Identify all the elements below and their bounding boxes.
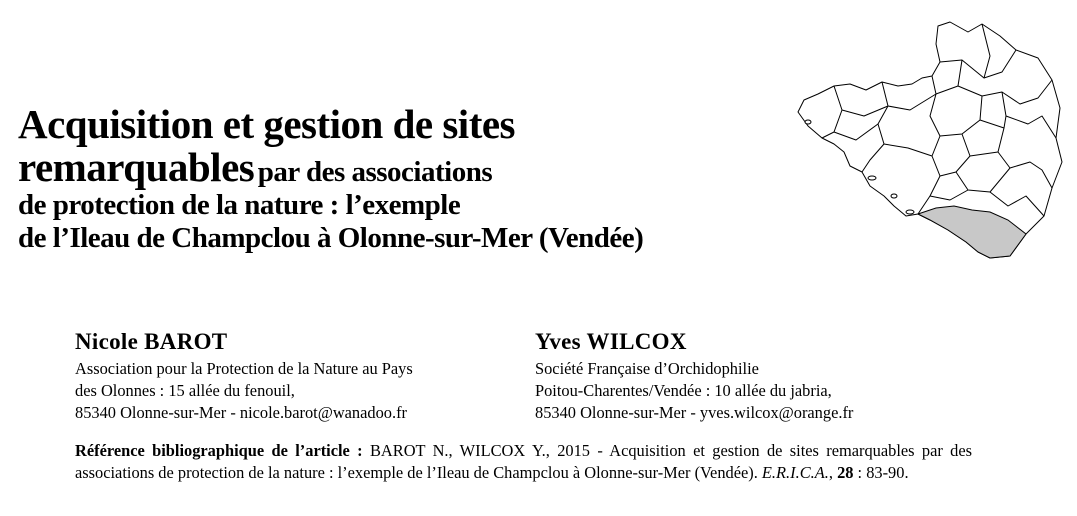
journal-pages: : 83-90.: [853, 463, 909, 482]
bibliographic-reference: [75, 440, 972, 484]
author-block-1: [75, 328, 495, 424]
title-line-4: de l’Ileau de Champclou à Olonne-sur-Mer (Vendée): [18, 222, 644, 254]
title-line-3: de protection de la nature : l’exemple: [18, 189, 461, 221]
title-line-2-rest: par des associations: [257, 156, 493, 188]
author-affiliation: Poitou-Charentes/Vendée : 10 allée du jabria,: [535, 381, 832, 400]
reference-label: Référence bibliographique de l’article :: [75, 441, 363, 460]
author-address: 85340 Olonne-sur-Mer - nicole.barot@wanadoo.fr: [75, 403, 408, 422]
title-line-2-big: remarquables: [18, 144, 255, 190]
journal-name: E.R.I.C.A.: [761, 463, 829, 482]
author-affiliation: des Olonnes : 15 allée du fenouil,: [75, 381, 295, 400]
author-affiliation: Société Française d’Orchidophilie: [535, 359, 759, 378]
author-block-2: [535, 328, 965, 424]
reference-comma: ,: [828, 463, 833, 482]
title-line-2: [18, 144, 898, 190]
author-address: 85340 Olonne-sur-Mer - yves.wilcox@orange.fr: [535, 403, 854, 422]
author-affiliation: Association pour la Protection de la Nature au Pays: [75, 359, 413, 378]
journal-volume: 28: [837, 463, 854, 482]
reference-text: BAROT N., WILCOX Y., 2015 - Acquisition et gestion de sites remarquables par des associations de protection de la nature : l’exemple de l’Ileau de Champclou à Olonne-sur-Mer (Vendée).: [75, 441, 972, 482]
author-name: Yves WILCOX: [535, 329, 687, 354]
island: [906, 210, 914, 214]
title-line-1: Acquisition et gestion de sites: [18, 101, 515, 147]
article-title: [18, 101, 898, 255]
author-name: Nicole BAROT: [75, 329, 228, 354]
